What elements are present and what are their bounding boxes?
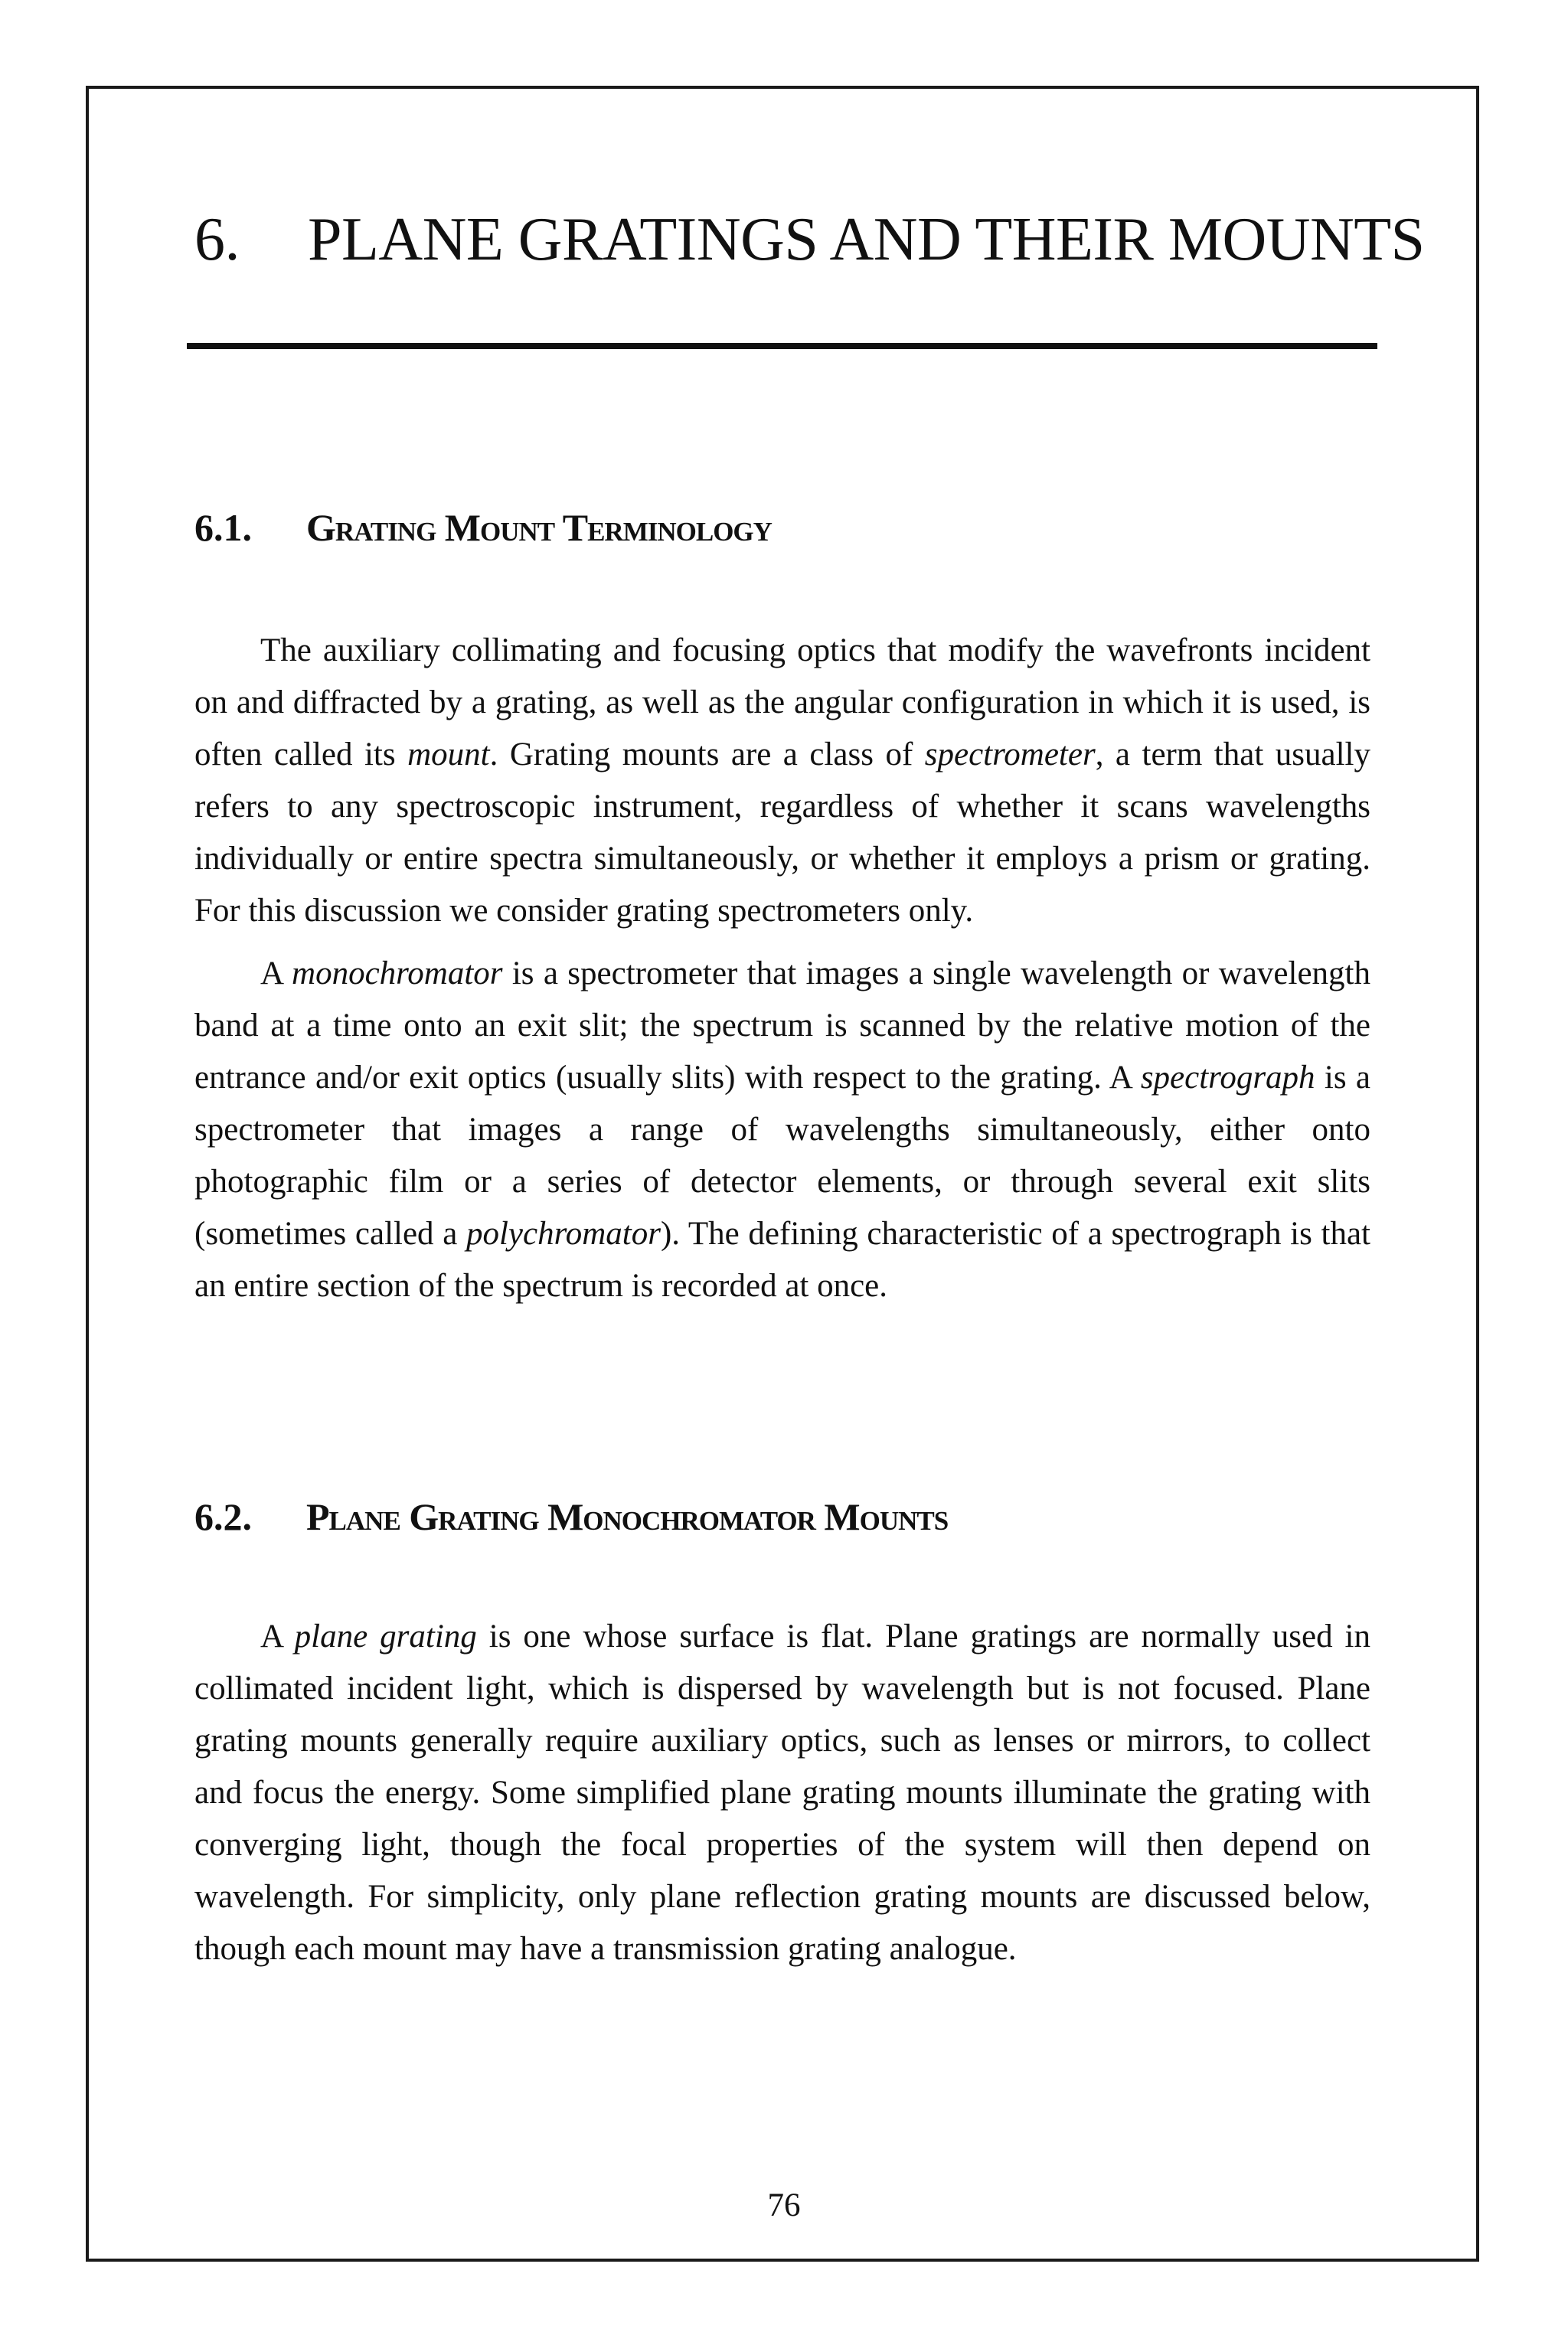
section-title: Grating Mount Terminology bbox=[306, 506, 772, 549]
italic-term: plane grating bbox=[294, 1619, 477, 1655]
text-run: A bbox=[260, 1619, 295, 1655]
section-title: Plane Grating Monochromator Mounts bbox=[306, 1495, 949, 1538]
chapter-number: 6. bbox=[194, 206, 240, 273]
text-run: A bbox=[260, 956, 292, 991]
paragraph bbox=[194, 948, 1370, 1312]
section-number: 6.2. bbox=[194, 1495, 252, 1538]
text-run: ). The defining characteristic of a spectrograph is that an entire section of the spectrum is recorded at once. bbox=[194, 1216, 1370, 1304]
italic-term: polychromator bbox=[466, 1216, 661, 1252]
chapter-title-text: PLANE GRATINGS AND THEIR MOUNTS bbox=[308, 206, 1425, 273]
italic-term: spectrograph bbox=[1140, 1060, 1315, 1096]
paragraph bbox=[194, 625, 1370, 937]
page-number: 76 bbox=[767, 2187, 801, 2223]
section-heading-6-2 bbox=[194, 1494, 948, 1539]
italic-term: monochromator bbox=[292, 956, 503, 991]
text-run: , a term that usually refers to any spectroscopic instrument, regardless of whether it scans wavelengths individually or entire spectra simultaneously, or whether it employs a prism or grating. For this discussion we consider grating spectrometers only. bbox=[194, 737, 1370, 929]
section-number: 6.1. bbox=[194, 506, 252, 549]
chapter-title bbox=[194, 205, 1425, 275]
text-run: . Grating mounts are a class of bbox=[489, 737, 925, 773]
title-rule bbox=[187, 343, 1377, 349]
text-run: is a spectrometer that images a single wavelength or wavelength band at a time onto an exit slit; the spectrum is scanned by the relative motion of the entrance and/or exit optics (usually slits) with respect to the grating. A bbox=[194, 956, 1370, 1096]
text-run: is one whose surface is flat. Plane gratings are normally used in collimated incident light, which is dispersed by wavelength but is not focused. Plane grating mounts generally require auxiliary optics, such as lenses or mirrors, to collect and focus the energy. Some simplified plane grating mounts illuminate the grating with converging light, though the focal properties of the system will then depend on wavelength. For simplicity, only plane reflection grating mounts are discussed below, though each mount may have a transmission grating analogue. bbox=[194, 1619, 1370, 1967]
italic-term: spectrometer bbox=[924, 737, 1096, 773]
text-run: The auxiliary collimating and focusing optics that modify the wavefronts incident on and diffracted by a grating, as well as the angular configuration in which it is used, is often called its bbox=[194, 632, 1370, 773]
section-6-1-body bbox=[194, 625, 1370, 1312]
paragraph bbox=[194, 1611, 1370, 1975]
section-heading-6-1 bbox=[194, 505, 772, 550]
section-6-2-body bbox=[194, 1611, 1370, 1975]
italic-term: mount bbox=[407, 737, 490, 773]
text-run: is a spectrometer that images a range of wavelengths simultaneously, either onto photographic film or a series of detector elements, or through several exit slits (sometimes called a bbox=[194, 1060, 1370, 1252]
